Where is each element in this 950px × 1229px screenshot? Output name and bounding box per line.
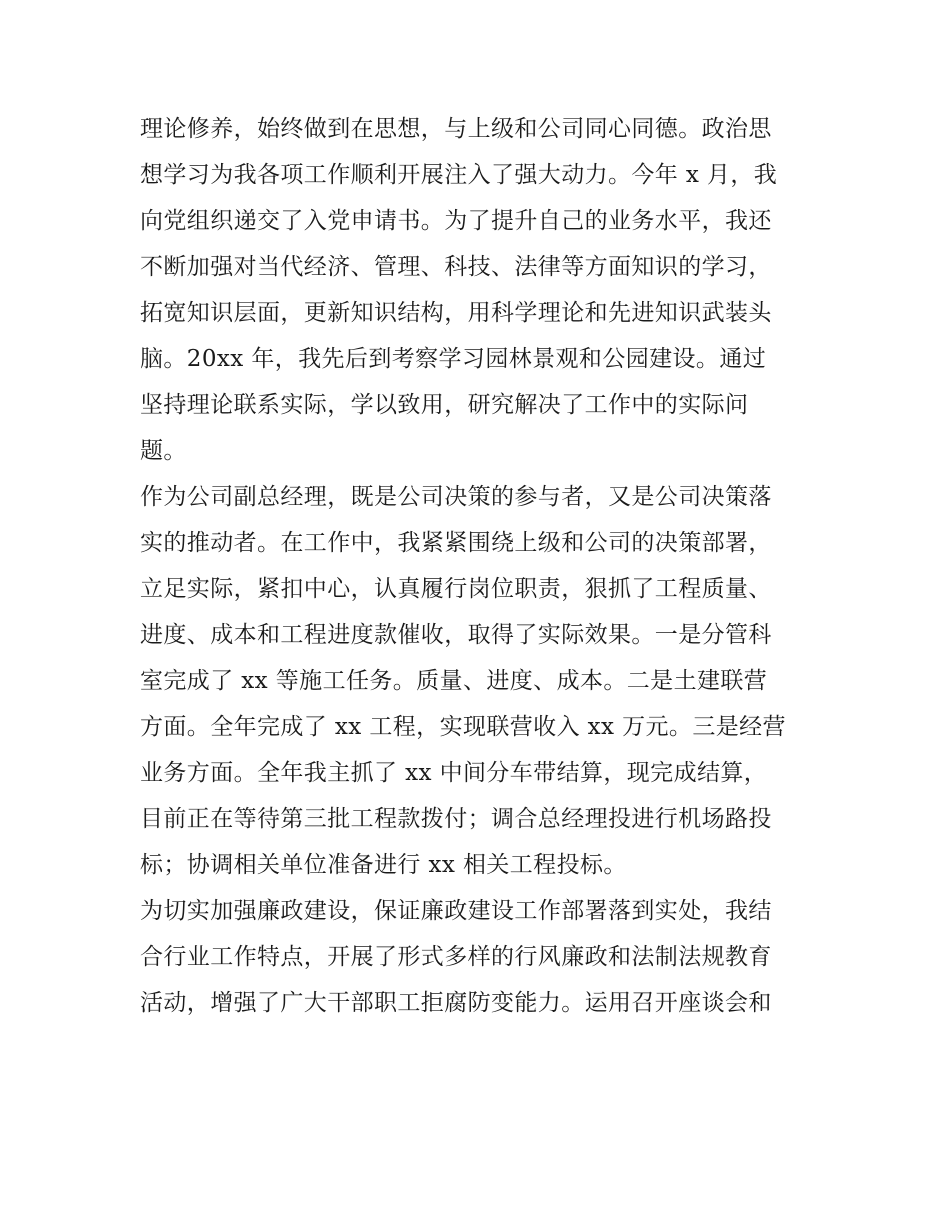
- text-line: 标；协调相关单位准备进行 xx 相关工程投标。: [140, 852, 627, 878]
- text-line: 不断加强对当代经济、管理、科技、法律等方面知识的学习，: [140, 254, 772, 280]
- text-line: 方面。全年完成了 xx 工程，实现联营收入 xx 万元。三是经营: [140, 714, 786, 740]
- document-body: [140, 106, 820, 1026]
- text-line: 实的推动者。在工作中，我紧紧围绕上级和公司的决策部署，: [140, 530, 772, 556]
- text-line: 题。: [140, 438, 187, 464]
- text-line: 作为公司副总经理，既是公司决策的参与者，又是公司决策落: [140, 484, 772, 510]
- text-line: 目前正在等待第三批工程款拨付；调合总经理投进行机场路投: [140, 806, 772, 832]
- text-line: 活动，增强了广大干部职工拒腐防变能力。运用召开座谈会和: [140, 990, 772, 1016]
- text-line: 拓宽知识层面，更新知识结构，用科学理论和先进知识武装头: [140, 300, 772, 326]
- text-line: 想学习为我各项工作顺利开展注入了强大动力。今年 x 月，我: [140, 162, 778, 188]
- text-line: 理论修养，始终做到在思想，与上级和公司同心同德。政治思: [140, 116, 772, 142]
- text-line: 室完成了 xx 等施工任务。质量、进度、成本。二是土建联营: [140, 668, 768, 694]
- text-line: 坚持理论联系实际，学以致用，研究解决了工作中的实际问: [140, 392, 749, 418]
- text-line: 脑。20xx 年，我先后到考察学习园林景观和公园建设。通过: [140, 346, 767, 372]
- text-line: 进度、成本和工程进度款催收，取得了实际效果。一是分管科: [140, 622, 772, 648]
- text-line: 为切实加强廉政建设，保证廉政建设工作部署落到实处，我结: [140, 898, 772, 924]
- text-line: 合行业工作特点，开展了形式多样的行风廉政和法制法规教育: [140, 944, 772, 970]
- text-line: 向党组织递交了入党申请书。为了提升自己的业务水平，我还: [140, 208, 772, 234]
- text-line: 业务方面。全年我主抓了 xx 中间分车带结算，现完成结算，: [140, 760, 768, 786]
- text-line: 立足实际，紧扣中心，认真履行岗位职责，狠抓了工程质量、: [140, 576, 772, 602]
